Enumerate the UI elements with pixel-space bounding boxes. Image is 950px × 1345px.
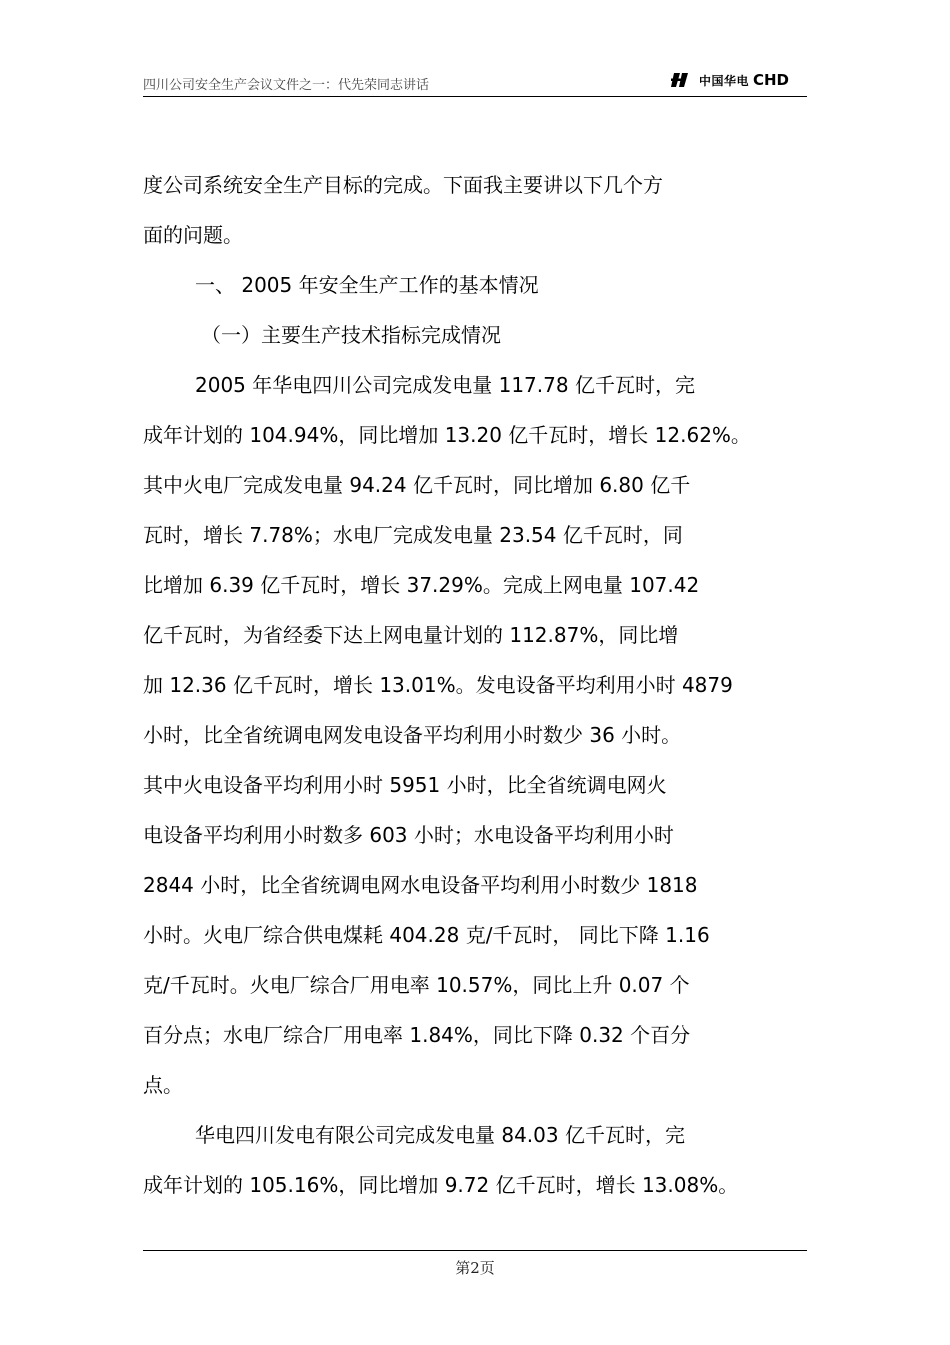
text-line: 小时。火电厂综合供电煤耗 404.28 克/千瓦时， 同比下降 1.16	[143, 923, 710, 947]
logo-text-cn: 中国华电	[698, 73, 749, 88]
page-footer	[143, 1250, 807, 1277]
text-line: 成年计划的 104.94%，同比增加 13.20 亿千瓦时，增长 12.62%。	[143, 423, 751, 447]
text-line: 电设备平均利用小时数多 603 小时；水电设备平均利用小时	[143, 823, 674, 847]
text-line: 瓦时，增长 7.78%；水电厂完成发电量 23.54 亿千瓦时，同	[143, 523, 683, 547]
page-number: 第2页	[455, 1259, 495, 1277]
section-heading: 一、 2005 年安全生产工作的基本情况	[195, 273, 539, 297]
text-line: 2844 小时，比全省统调电网水电设备平均利用小时数少 1818	[143, 873, 698, 897]
text-line: 成年计划的 105.16%，同比增加 9.72 亿千瓦时，增长 13.08%。	[143, 1173, 739, 1197]
text-line: 比增加 6.39 亿千瓦时，增长 37.29%。完成上网电量 107.42	[143, 573, 700, 597]
text-line: 亿千瓦时，为省经委下达上网电量计划的 112.87%，同比增	[143, 623, 679, 647]
text-line: 百分点；水电厂综合厂用电率 1.84%，同比下降 0.32 个百分	[143, 1023, 691, 1047]
text-line: 2005 年华电四川公司完成发电量 117.78 亿千瓦时，完	[195, 373, 695, 397]
chd-logo	[671, 69, 789, 91]
text-line: 面的问题。	[143, 223, 243, 247]
text-line: 小时，比全省统调电网发电设备平均利用小时数少 36 小时。	[143, 723, 682, 747]
text-line: 其中火电设备平均利用小时 5951 小时，比全省统调电网火	[143, 773, 667, 797]
page-header	[143, 66, 807, 97]
header-title: 四川公司安全生产会议文件之一：代先荣同志讲话	[143, 78, 430, 93]
subsection-heading: （一）主要生产技术指标完成情况	[201, 323, 501, 347]
chd-logo-icon	[671, 71, 695, 89]
logo-text-en: CHD	[752, 71, 789, 89]
text-line: 华电四川发电有限公司完成发电量 84.03 亿千瓦时，完	[195, 1123, 685, 1147]
text-line: 加 12.36 亿千瓦时，增长 13.01%。发电设备平均利用小时 4879	[143, 673, 733, 697]
text-line: 点。	[143, 1073, 183, 1097]
text-line: 度公司系统安全生产目标的完成。下面我主要讲以下几个方	[143, 173, 663, 197]
text-line: 其中火电厂完成发电量 94.24 亿千瓦时，同比增加 6.80 亿千	[143, 473, 691, 497]
text-line: 克/千瓦时。火电厂综合厂用电率 10.57%，同比上升 0.07 个	[143, 973, 690, 997]
